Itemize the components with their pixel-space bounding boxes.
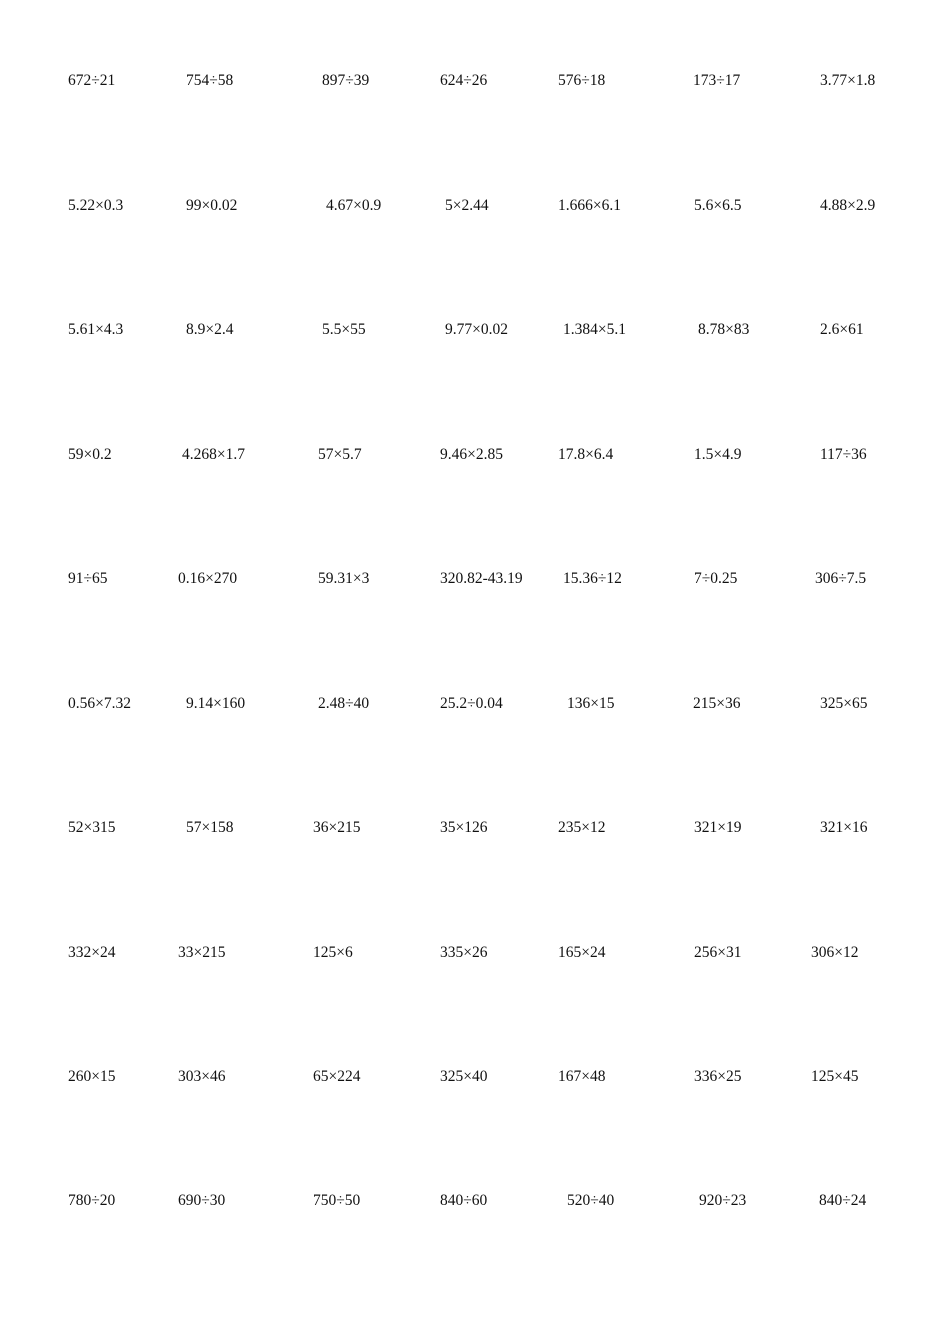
problem-row bbox=[0, 692, 950, 716]
problem-item: 750÷50 bbox=[313, 1192, 361, 1209]
problem-item: 5.61×4.3 bbox=[68, 321, 124, 338]
problem-item: 332×24 bbox=[68, 944, 116, 961]
problem-item: 8.9×2.4 bbox=[186, 321, 234, 338]
problem-item: 840÷24 bbox=[819, 1192, 867, 1209]
problem-item: 320.82-43.19 bbox=[440, 570, 523, 587]
problem-item: 17.8×6.4 bbox=[558, 446, 614, 463]
problem-item: 165×24 bbox=[558, 944, 606, 961]
problem-item: 57×5.7 bbox=[318, 446, 362, 463]
problem-item: 4.67×0.9 bbox=[326, 197, 382, 214]
problem-item: 52×315 bbox=[68, 819, 116, 836]
problem-row bbox=[0, 194, 950, 218]
problem-item: 65×224 bbox=[313, 1068, 361, 1085]
problem-item: 9.14×160 bbox=[186, 695, 246, 712]
problem-item: 5×2.44 bbox=[445, 197, 489, 214]
problem-item: 780÷20 bbox=[68, 1192, 116, 1209]
problem-item: 0.16×270 bbox=[178, 570, 238, 587]
problem-item: 897÷39 bbox=[322, 72, 370, 89]
problem-item: 754÷58 bbox=[186, 72, 234, 89]
problem-item: 136×15 bbox=[567, 695, 615, 712]
problem-item: 99×0.02 bbox=[186, 197, 238, 214]
problem-item: 920÷23 bbox=[699, 1192, 747, 1209]
problem-item: 5.6×6.5 bbox=[694, 197, 742, 214]
problem-row bbox=[0, 1065, 950, 1089]
problem-item: 321×19 bbox=[694, 819, 742, 836]
problem-item: 0.56×7.32 bbox=[68, 695, 131, 712]
problem-item: 35×126 bbox=[440, 819, 488, 836]
problem-item: 125×45 bbox=[811, 1068, 859, 1085]
problem-item: 91÷65 bbox=[68, 570, 108, 587]
problem-item: 33×215 bbox=[178, 944, 226, 961]
problem-item: 260×15 bbox=[68, 1068, 116, 1085]
problem-item: 125×6 bbox=[313, 944, 353, 961]
problem-item: 624÷26 bbox=[440, 72, 488, 89]
problem-item: 576÷18 bbox=[558, 72, 606, 89]
problem-row bbox=[0, 443, 950, 467]
problem-item: 15.36÷12 bbox=[563, 570, 622, 587]
problem-item: 840÷60 bbox=[440, 1192, 488, 1209]
problem-row bbox=[0, 567, 950, 591]
problem-item: 5.22×0.3 bbox=[68, 197, 124, 214]
problem-item: 325×40 bbox=[440, 1068, 488, 1085]
problem-row bbox=[0, 69, 950, 93]
problem-item: 336×25 bbox=[694, 1068, 742, 1085]
problem-item: 306÷7.5 bbox=[815, 570, 867, 587]
problem-item: 1.5×4.9 bbox=[694, 446, 742, 463]
problem-row bbox=[0, 816, 950, 840]
problem-item: 690÷30 bbox=[178, 1192, 226, 1209]
problem-item: 1.384×5.1 bbox=[563, 321, 626, 338]
problem-item: 7÷0.25 bbox=[694, 570, 738, 587]
problem-item: 57×158 bbox=[186, 819, 234, 836]
problem-item: 321×16 bbox=[820, 819, 868, 836]
problem-item: 4.268×1.7 bbox=[182, 446, 245, 463]
problem-item: 335×26 bbox=[440, 944, 488, 961]
problem-item: 4.88×2.9 bbox=[820, 197, 876, 214]
problem-row bbox=[0, 1189, 950, 1213]
problem-item: 2.48÷40 bbox=[318, 695, 370, 712]
problem-item: 5.5×55 bbox=[322, 321, 366, 338]
problem-row bbox=[0, 941, 950, 965]
problem-item: 256×31 bbox=[694, 944, 742, 961]
problem-item: 173÷17 bbox=[693, 72, 741, 89]
problem-item: 520÷40 bbox=[567, 1192, 615, 1209]
problem-item: 235×12 bbox=[558, 819, 606, 836]
problem-item: 215×36 bbox=[693, 695, 741, 712]
problem-item: 59.31×3 bbox=[318, 570, 370, 587]
problem-item: 9.77×0.02 bbox=[445, 321, 508, 338]
problem-item: 59×0.2 bbox=[68, 446, 112, 463]
problem-item: 36×215 bbox=[313, 819, 361, 836]
problem-item: 167×48 bbox=[558, 1068, 606, 1085]
problem-item: 672÷21 bbox=[68, 72, 116, 89]
problem-item: 8.78×83 bbox=[698, 321, 750, 338]
problem-item: 1.666×6.1 bbox=[558, 197, 621, 214]
problem-item: 2.6×61 bbox=[820, 321, 864, 338]
problem-item: 3.77×1.8 bbox=[820, 72, 876, 89]
problem-row bbox=[0, 318, 950, 342]
problem-item: 306×12 bbox=[811, 944, 859, 961]
problem-item: 117÷36 bbox=[820, 446, 867, 463]
problem-item: 303×46 bbox=[178, 1068, 226, 1085]
problem-item: 9.46×2.85 bbox=[440, 446, 503, 463]
problem-item: 325×65 bbox=[820, 695, 868, 712]
problem-item: 25.2÷0.04 bbox=[440, 695, 503, 712]
